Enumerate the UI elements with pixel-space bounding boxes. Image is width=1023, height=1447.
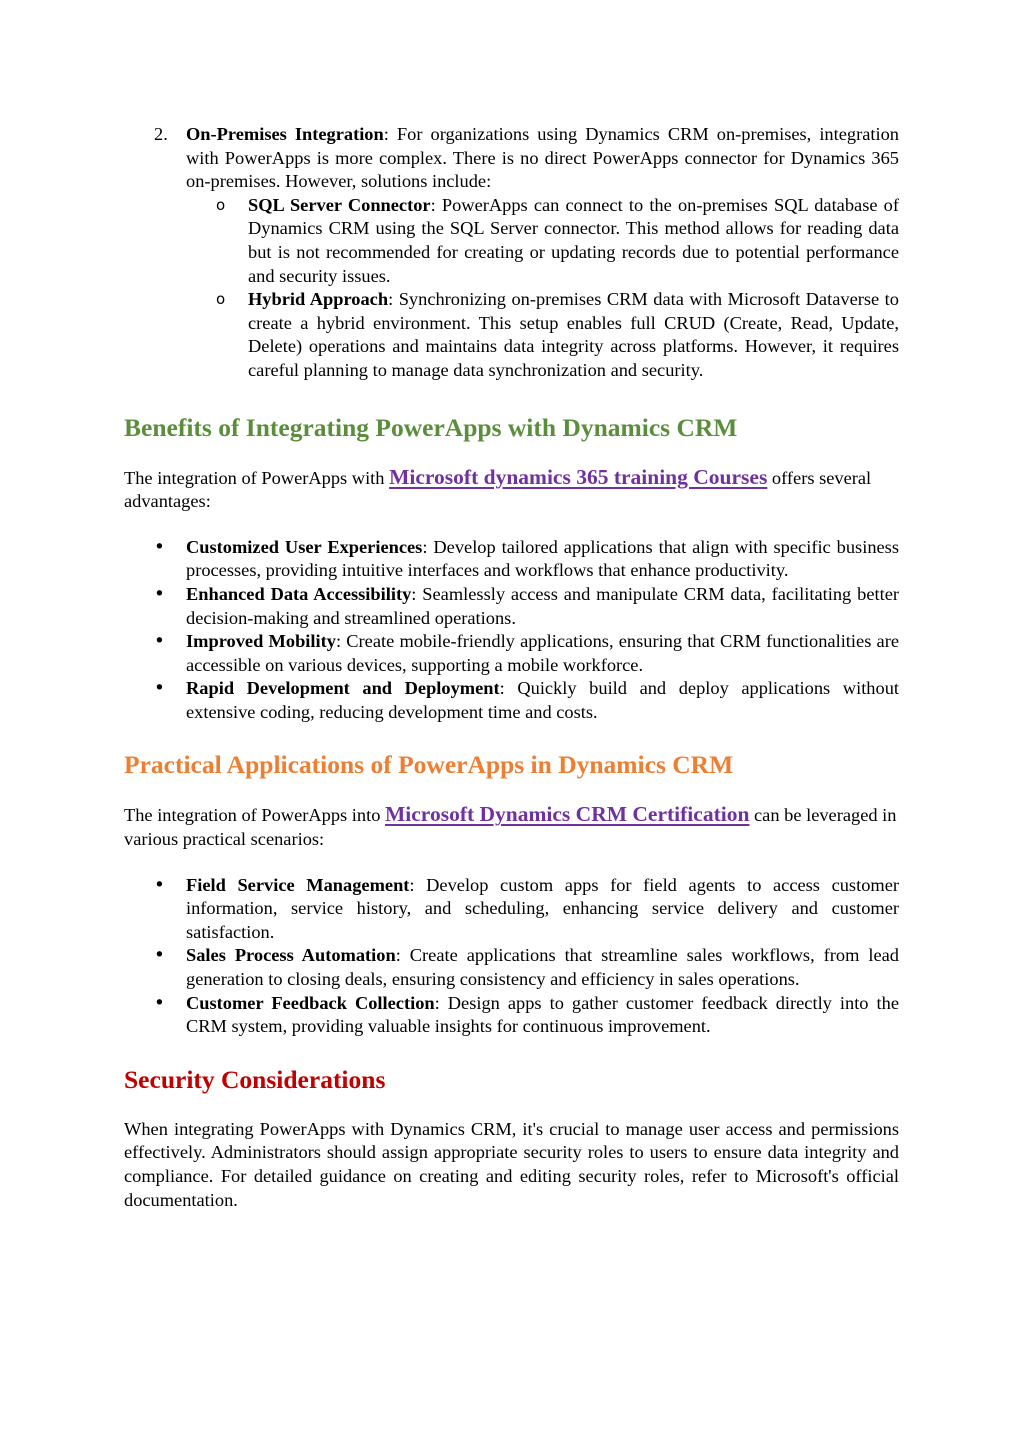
item-text: : Create applications that streamline sales workflows, from lead generation to closing deals, ensuring consistency and efficiency in sales operations. xyxy=(186,945,899,990)
sub-item-term: SQL Server Connector xyxy=(248,194,431,215)
item-text: : Develop custom apps for field agents to access customer information, service history, and scheduling, enhancing service delivery and customer satisfaction. xyxy=(186,874,899,942)
document-page xyxy=(124,123,899,1212)
bullet-icon: • xyxy=(154,874,165,896)
intro-text-before: The integration of PowerApps into xyxy=(124,805,385,826)
item-term: Field Service Management xyxy=(186,874,410,895)
list-item xyxy=(124,630,899,677)
training-courses-link[interactable]: Microsoft dynamics 365 training Courses xyxy=(389,464,768,489)
item-text: : For organizations using Dynamics CRM on-premises, integration with PowerApps is more complex. There is no direct PowerApps connector for Dynamics 365 on-premises. However, solutions include: xyxy=(186,124,899,192)
practical-list xyxy=(124,874,899,1039)
numbered-item-on-premises xyxy=(124,123,899,194)
sub-item-sql-server-connector xyxy=(124,194,899,288)
intro-text-after: can be leveraged in various practical scenarios: xyxy=(124,805,897,850)
circle-bullet-icon: o xyxy=(216,195,226,214)
item-term: On-Premises Integration xyxy=(186,124,384,144)
sub-item-term: Hybrid Approach xyxy=(248,289,389,310)
list-item xyxy=(124,583,899,630)
list-item xyxy=(124,874,899,945)
bullet-icon: • xyxy=(154,583,165,605)
benefits-list xyxy=(124,536,899,725)
item-text: : Quickly build and deploy applications without extensive coding, reducing development time and costs. xyxy=(186,678,899,722)
bullet-icon: • xyxy=(154,945,165,967)
list-item xyxy=(124,677,899,724)
item-text: : Develop tailored applications that align with specific business processes, providing intuitive interfaces and workflows that enhance productivity. xyxy=(186,536,899,581)
bullet-icon: • xyxy=(154,631,165,653)
sub-item-hybrid-approach xyxy=(124,288,899,382)
list-item xyxy=(124,944,899,991)
item-term: Sales Process Automation xyxy=(186,945,396,966)
sub-item-text: : Synchronizing on-premises CRM data with Microsoft Dataverse to create a hybrid environment. This setup enables full CRUD (Create, Read, Update, Delete) operations and maintains data integrity across platforms. However, it requires careful planning to manage data synchronization and security. xyxy=(248,289,899,380)
item-term: Customer Feedback Collection xyxy=(186,992,435,1013)
item-term: Customized User Experiences xyxy=(186,536,423,557)
benefits-intro xyxy=(124,466,899,514)
certification-link[interactable]: Microsoft Dynamics CRM Certification xyxy=(385,802,750,827)
item-text: : Seamlessly access and manipulate CRM data, facilitating better decision-making and streamlined operations. xyxy=(186,583,899,628)
item-term: Rapid Development and Deployment xyxy=(186,678,500,699)
list-item xyxy=(124,992,899,1039)
intro-text-after: offers several advantages: xyxy=(124,467,872,512)
item-text: : Create mobile-friendly applications, ensuring that CRM functionalities are accessible on various devices, supporting a mobile workforce. xyxy=(186,631,899,675)
bullet-icon: • xyxy=(154,992,165,1014)
item-text: : Design apps to gather customer feedback directly into the CRM system, providing valuable insights for continuous improvement. xyxy=(186,992,899,1037)
item-term: Enhanced Data Accessibility xyxy=(186,583,412,604)
security-paragraph: When integrating PowerApps with Dynamics CRM, it's crucial to manage user access and permissions effectively. Administrators should assign appropriate security roles to users to ensure data integrity and compliance. For detailed guidance on creating and editing security roles, refer to Microsoft's official documentation. xyxy=(124,1118,899,1210)
bullet-icon: • xyxy=(154,536,165,558)
security-heading: Security Considerations xyxy=(124,1064,386,1094)
practical-intro xyxy=(124,803,899,851)
benefits-heading: Benefits of Integrating PowerApps with Dynamics CRM xyxy=(124,412,738,442)
list-item xyxy=(124,536,899,583)
circle-bullet-icon: o xyxy=(216,290,226,309)
intro-text-before: The integration of PowerApps with xyxy=(124,467,390,488)
list-number: 2. xyxy=(154,124,168,144)
bullet-icon: • xyxy=(154,678,165,700)
item-term: Improved Mobility xyxy=(186,631,336,652)
practical-heading: Practical Applications of PowerApps in Dynamics CRM xyxy=(124,750,734,780)
sub-item-text: : PowerApps can connect to the on-premises SQL database of Dynamics CRM using the SQL Server connector. This method allows for reading data but is not recommended for creating or updating records due to potential performance and security issues. xyxy=(248,194,899,286)
